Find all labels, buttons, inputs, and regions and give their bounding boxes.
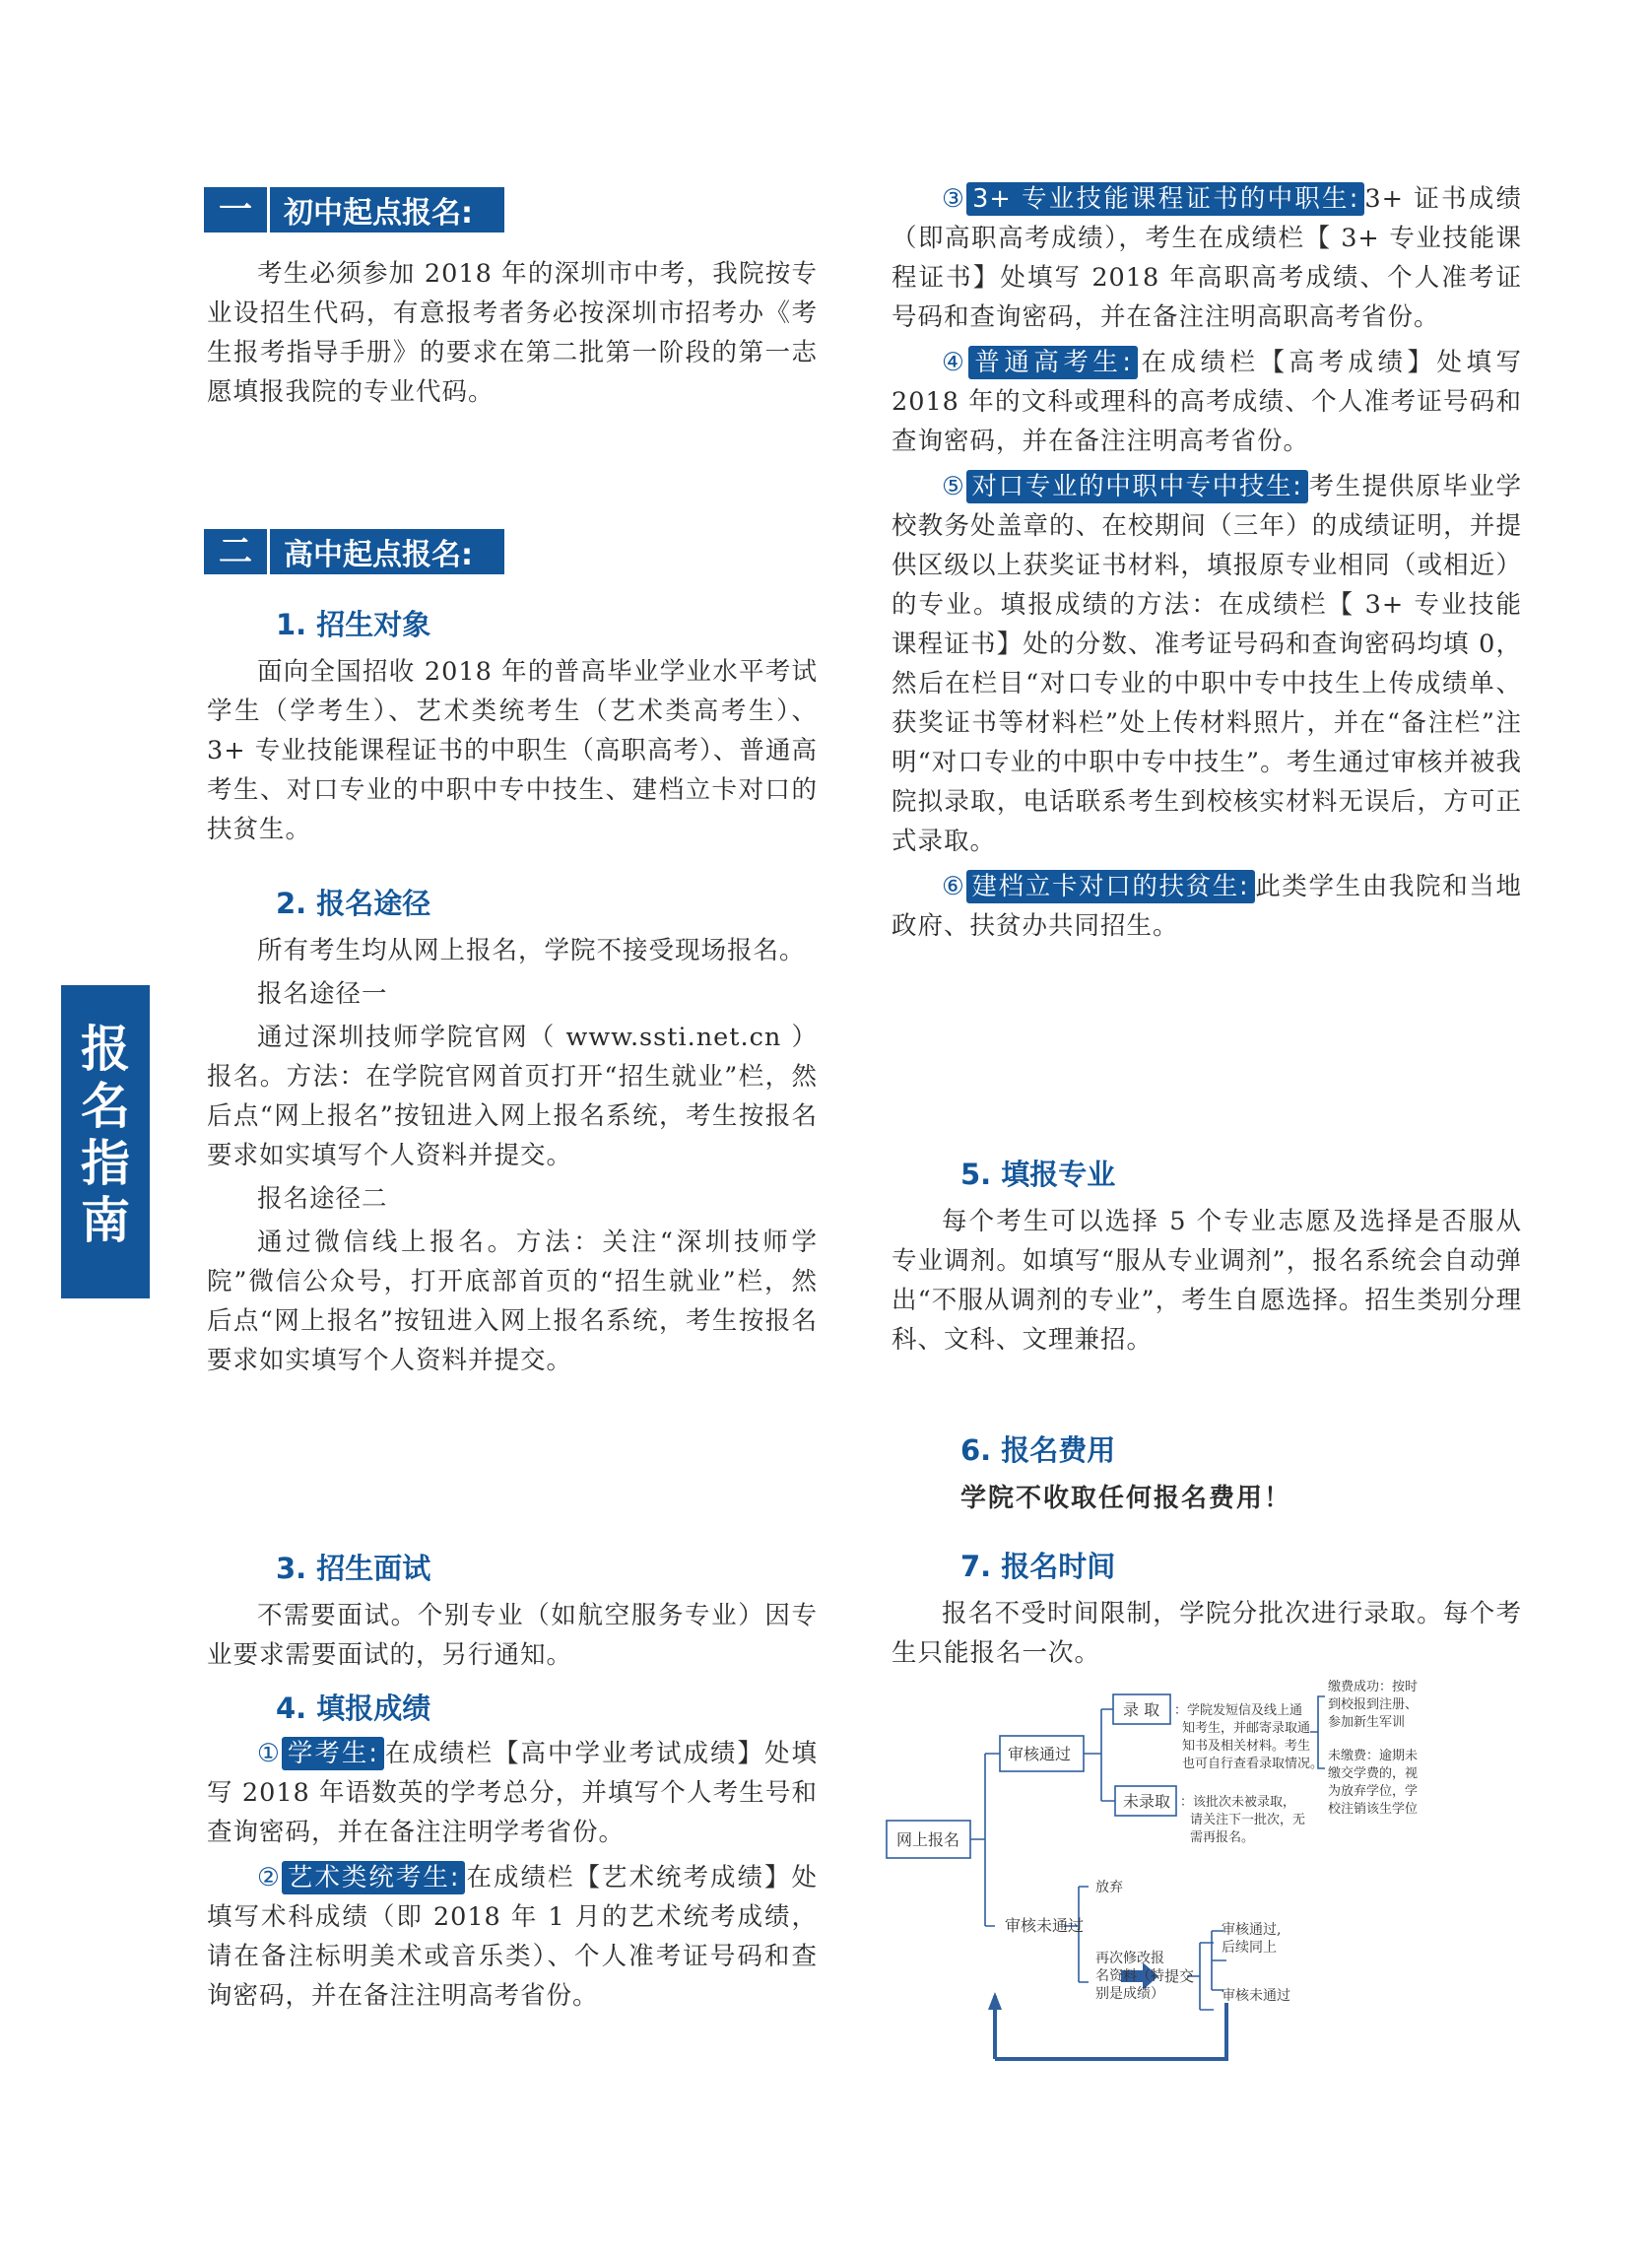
flow-result-pass-2: 后续同上 bbox=[1222, 1940, 1277, 1956]
item-5-highlight: 对口专业的中职中专中技生: bbox=[966, 470, 1308, 503]
flow-admit-note-1: ：学院发短信及线上通 bbox=[1174, 1703, 1303, 1718]
s4-item-5 bbox=[892, 467, 1522, 861]
flow-reject-note-1: ：该批次未被录取， bbox=[1180, 1795, 1296, 1810]
flow-result-fail: 审核未通过 bbox=[1222, 1988, 1290, 2004]
item-3-number: ③ bbox=[942, 184, 967, 214]
flow-fail-label: 审核未通过 bbox=[1005, 1916, 1085, 1935]
item-5-number: ⑤ bbox=[942, 472, 966, 501]
flow-giveup: 放弃 bbox=[1095, 1880, 1123, 1895]
s2-title: 2. 报名途径 bbox=[276, 887, 431, 920]
flow-pass-label: 审核通过 bbox=[1008, 1745, 1072, 1763]
s4-item-6 bbox=[892, 867, 1522, 946]
flow-admit-label: 录 取 bbox=[1123, 1700, 1160, 1719]
section-1-header bbox=[204, 187, 504, 232]
flow-modify-2: 名资料（特 bbox=[1095, 1968, 1164, 1984]
flow-admit-note-4: 也可自行查看录取情况。 bbox=[1182, 1757, 1324, 1771]
s4-left-block bbox=[207, 1734, 818, 2016]
s1-title: 1. 招生对象 bbox=[276, 608, 431, 641]
route1-label: 报名途径一 bbox=[257, 979, 388, 1009]
s4-item-3 bbox=[892, 179, 1522, 337]
flow-reject-label: 未录取 bbox=[1123, 1792, 1171, 1811]
flow-submit: 提交 bbox=[1164, 1967, 1195, 1985]
s7-block bbox=[892, 1594, 1522, 1673]
s7-title: 7. 报名时间 bbox=[960, 1550, 1116, 1583]
s4-item-2 bbox=[207, 1858, 818, 2016]
flow-reject-note-3: 需再报名。 bbox=[1190, 1830, 1255, 1845]
item-6-highlight: 建档立卡对口的扶贫生: bbox=[966, 870, 1255, 903]
s3-body: 不需要面试。个别专业（如航空服务专业）因专业要求需要面试的，另行通知。 bbox=[207, 1601, 818, 1670]
item-5-text: 考生提供原毕业学校教务处盖章的、在校期间（三年）的成绩证明，并提供区级以上获奖证书材料，填报原专业相同（或相近）的专业。填报成绩的方法：在成绩栏【 3+ 专业技能课程证书】处的分数、准考证号码和查询密码均填 0，然后在栏目“对口专业的中职中专中技生上传成绩单、获奖证书等材料栏”处上传材料照片，并在“备注栏”注明“对口专业的中职中专中技生”。考生通过审核并被我院拟录取，电话联系考生到校核实材料无误后，方可正式录取。 bbox=[892, 472, 1522, 856]
registration-flowchart bbox=[877, 1675, 1527, 2089]
route2-text: 通过微信线上报名。方法：关注“深圳技师学院”微信公众号，打开底部首页的“招生就业”栏，然后点“网上报名”按钮进入网上报名系统，考生按报名要求如实填写个人资料并提交。 bbox=[207, 1228, 818, 1375]
flow-unpaid-2: 缴交学费的，视 bbox=[1328, 1766, 1419, 1781]
section-2-title: 高中起点报名: bbox=[284, 538, 473, 572]
item-3-highlight: 3+ 专业技能课程证书的中职生: bbox=[966, 182, 1364, 216]
section-1-number: 一 bbox=[204, 187, 270, 232]
flow-unpaid-1: 未缴费：逾期未 bbox=[1328, 1749, 1419, 1763]
route1-text: 通过深圳技师学院官网（ www.ssti.net.cn ）报名。方法：在学院官网首页打开“招生就业”栏，然后点“网上报名”按钮进入网上报名系统，考生按报名要求如实填写个人资料并提交。 bbox=[207, 1023, 818, 1170]
s5-block bbox=[892, 1202, 1522, 1360]
s2-block bbox=[207, 931, 818, 1380]
flow-admit-note-2: 知考生，并邮寄录取通 bbox=[1182, 1721, 1311, 1736]
flow-paid-3: 参加新生军训 bbox=[1328, 1715, 1406, 1730]
section-2-number: 二 bbox=[204, 529, 270, 574]
s4-title: 4. 填报成绩 bbox=[276, 1692, 431, 1725]
flow-paid-2: 到校报到注册、 bbox=[1328, 1697, 1419, 1712]
s3-block bbox=[207, 1596, 818, 1675]
item-1-text: 在成绩栏【高中学业考试成绩】处填写 2018 年语数英的学考总分，并填写个人考生号和查询密码，并在备注注明学考省份。 bbox=[207, 1739, 818, 1847]
flow-paid-1: 缴费成功：按时 bbox=[1328, 1680, 1419, 1694]
item-4-number: ④ bbox=[942, 348, 969, 377]
item-6-text: 此类学生由我院和当地政府、扶贫办共同招生。 bbox=[892, 872, 1522, 941]
s4-item-1 bbox=[207, 1734, 818, 1852]
item-2-number: ② bbox=[257, 1863, 282, 1892]
s7-body: 报名不受时间限制，学院分批次进行录取。每个考生只能报名一次。 bbox=[892, 1599, 1522, 1668]
flow-admit-note-3: 知书及相关材料。考生 bbox=[1182, 1739, 1311, 1754]
section-2-header bbox=[204, 529, 504, 574]
section-1-body-block bbox=[207, 254, 818, 412]
flow-modify-3: 别是成绩） bbox=[1095, 1986, 1164, 2002]
s1-body: 面向全国招收 2018 年的普高毕业学业水平考试学生（学考生）、艺术类统考生（艺术类高考生）、3+ 专业技能课程证书的中职生（高职高考）、普通高考生、对口专业的中职中专中技生、建档立卡对口的扶贫生。 bbox=[207, 657, 818, 844]
s1-block bbox=[207, 652, 818, 849]
item-2-text: 在成绩栏【艺术统考成绩】处填写术科成绩（即 2018 年 1 月的艺术统考成绩，请在备注标明美术或音乐类）、个人准考证号码和查询密码，并在备注注明高考省份。 bbox=[207, 1863, 818, 2011]
s6-title: 6. 报名费用 bbox=[960, 1433, 1116, 1467]
side-tab-label: 报名指南 bbox=[81, 1021, 130, 1249]
flow-modify-1: 再次修改报 bbox=[1095, 1951, 1164, 1966]
s5-title: 5. 填报专业 bbox=[960, 1158, 1116, 1191]
item-4-text: 在成绩栏【高考成绩】处填写 2018 年的文科或理科的高考成绩、个人准考证号码和查询密码，并在备注注明高考省份。 bbox=[892, 348, 1522, 456]
s4-right-block bbox=[892, 179, 1522, 946]
s5-body: 每个考生可以选择 5 个专业志愿及选择是否服从专业调剂。如填写“服从专业调剂”，报名系统会自动弹出“不服从调剂的专业”，考生自愿选择。招生类别分理科、文科、文理兼招。 bbox=[892, 1207, 1522, 1355]
flow-unpaid-4: 校注销该生学位 bbox=[1328, 1802, 1419, 1817]
item-2-highlight: 艺术类统考生: bbox=[282, 1861, 466, 1894]
section-1-body: 考生必须参加 2018 年的深圳市中考，我院按专业设招生代码，有意报考者务必按深圳市招考办《考生报考指导手册》的要求在第二批第一阶段的第一志愿填报我院的专业代码。 bbox=[207, 259, 818, 407]
s6-body: 学院不收取任何报名费用！ bbox=[960, 1484, 1292, 1513]
flow-result-pass-1: 审核通过, bbox=[1222, 1922, 1282, 1938]
item-1-number: ① bbox=[257, 1739, 282, 1768]
item-4-highlight: 普通高考生: bbox=[968, 346, 1138, 379]
section-1-title: 初中起点报名: bbox=[284, 196, 473, 231]
side-tab bbox=[61, 985, 150, 1298]
s4-item-4 bbox=[892, 343, 1522, 461]
flow-unpaid-3: 为放弃学位，学 bbox=[1328, 1784, 1419, 1799]
item-6-number: ⑥ bbox=[942, 872, 966, 901]
s3-title: 3. 招生面试 bbox=[276, 1552, 431, 1585]
item-1-highlight: 学考生: bbox=[282, 1737, 384, 1770]
item-3-text: 3+ 证书成绩（即高职高考成绩），考生在成绩栏【 3+ 专业技能课程证书】处填写 2018 年高职高考成绩、个人准考证号码和查询密码，并在备注注明高职高考省份。 bbox=[892, 184, 1522, 332]
route2-label: 报名途径二 bbox=[257, 1184, 388, 1214]
flow-root-label: 网上报名 bbox=[896, 1830, 960, 1849]
s2-body: 所有考生均从网上报名，学院不接受现场报名。 bbox=[257, 936, 806, 965]
flow-reject-note-2: 请关注下一批次，无 bbox=[1190, 1813, 1306, 1827]
